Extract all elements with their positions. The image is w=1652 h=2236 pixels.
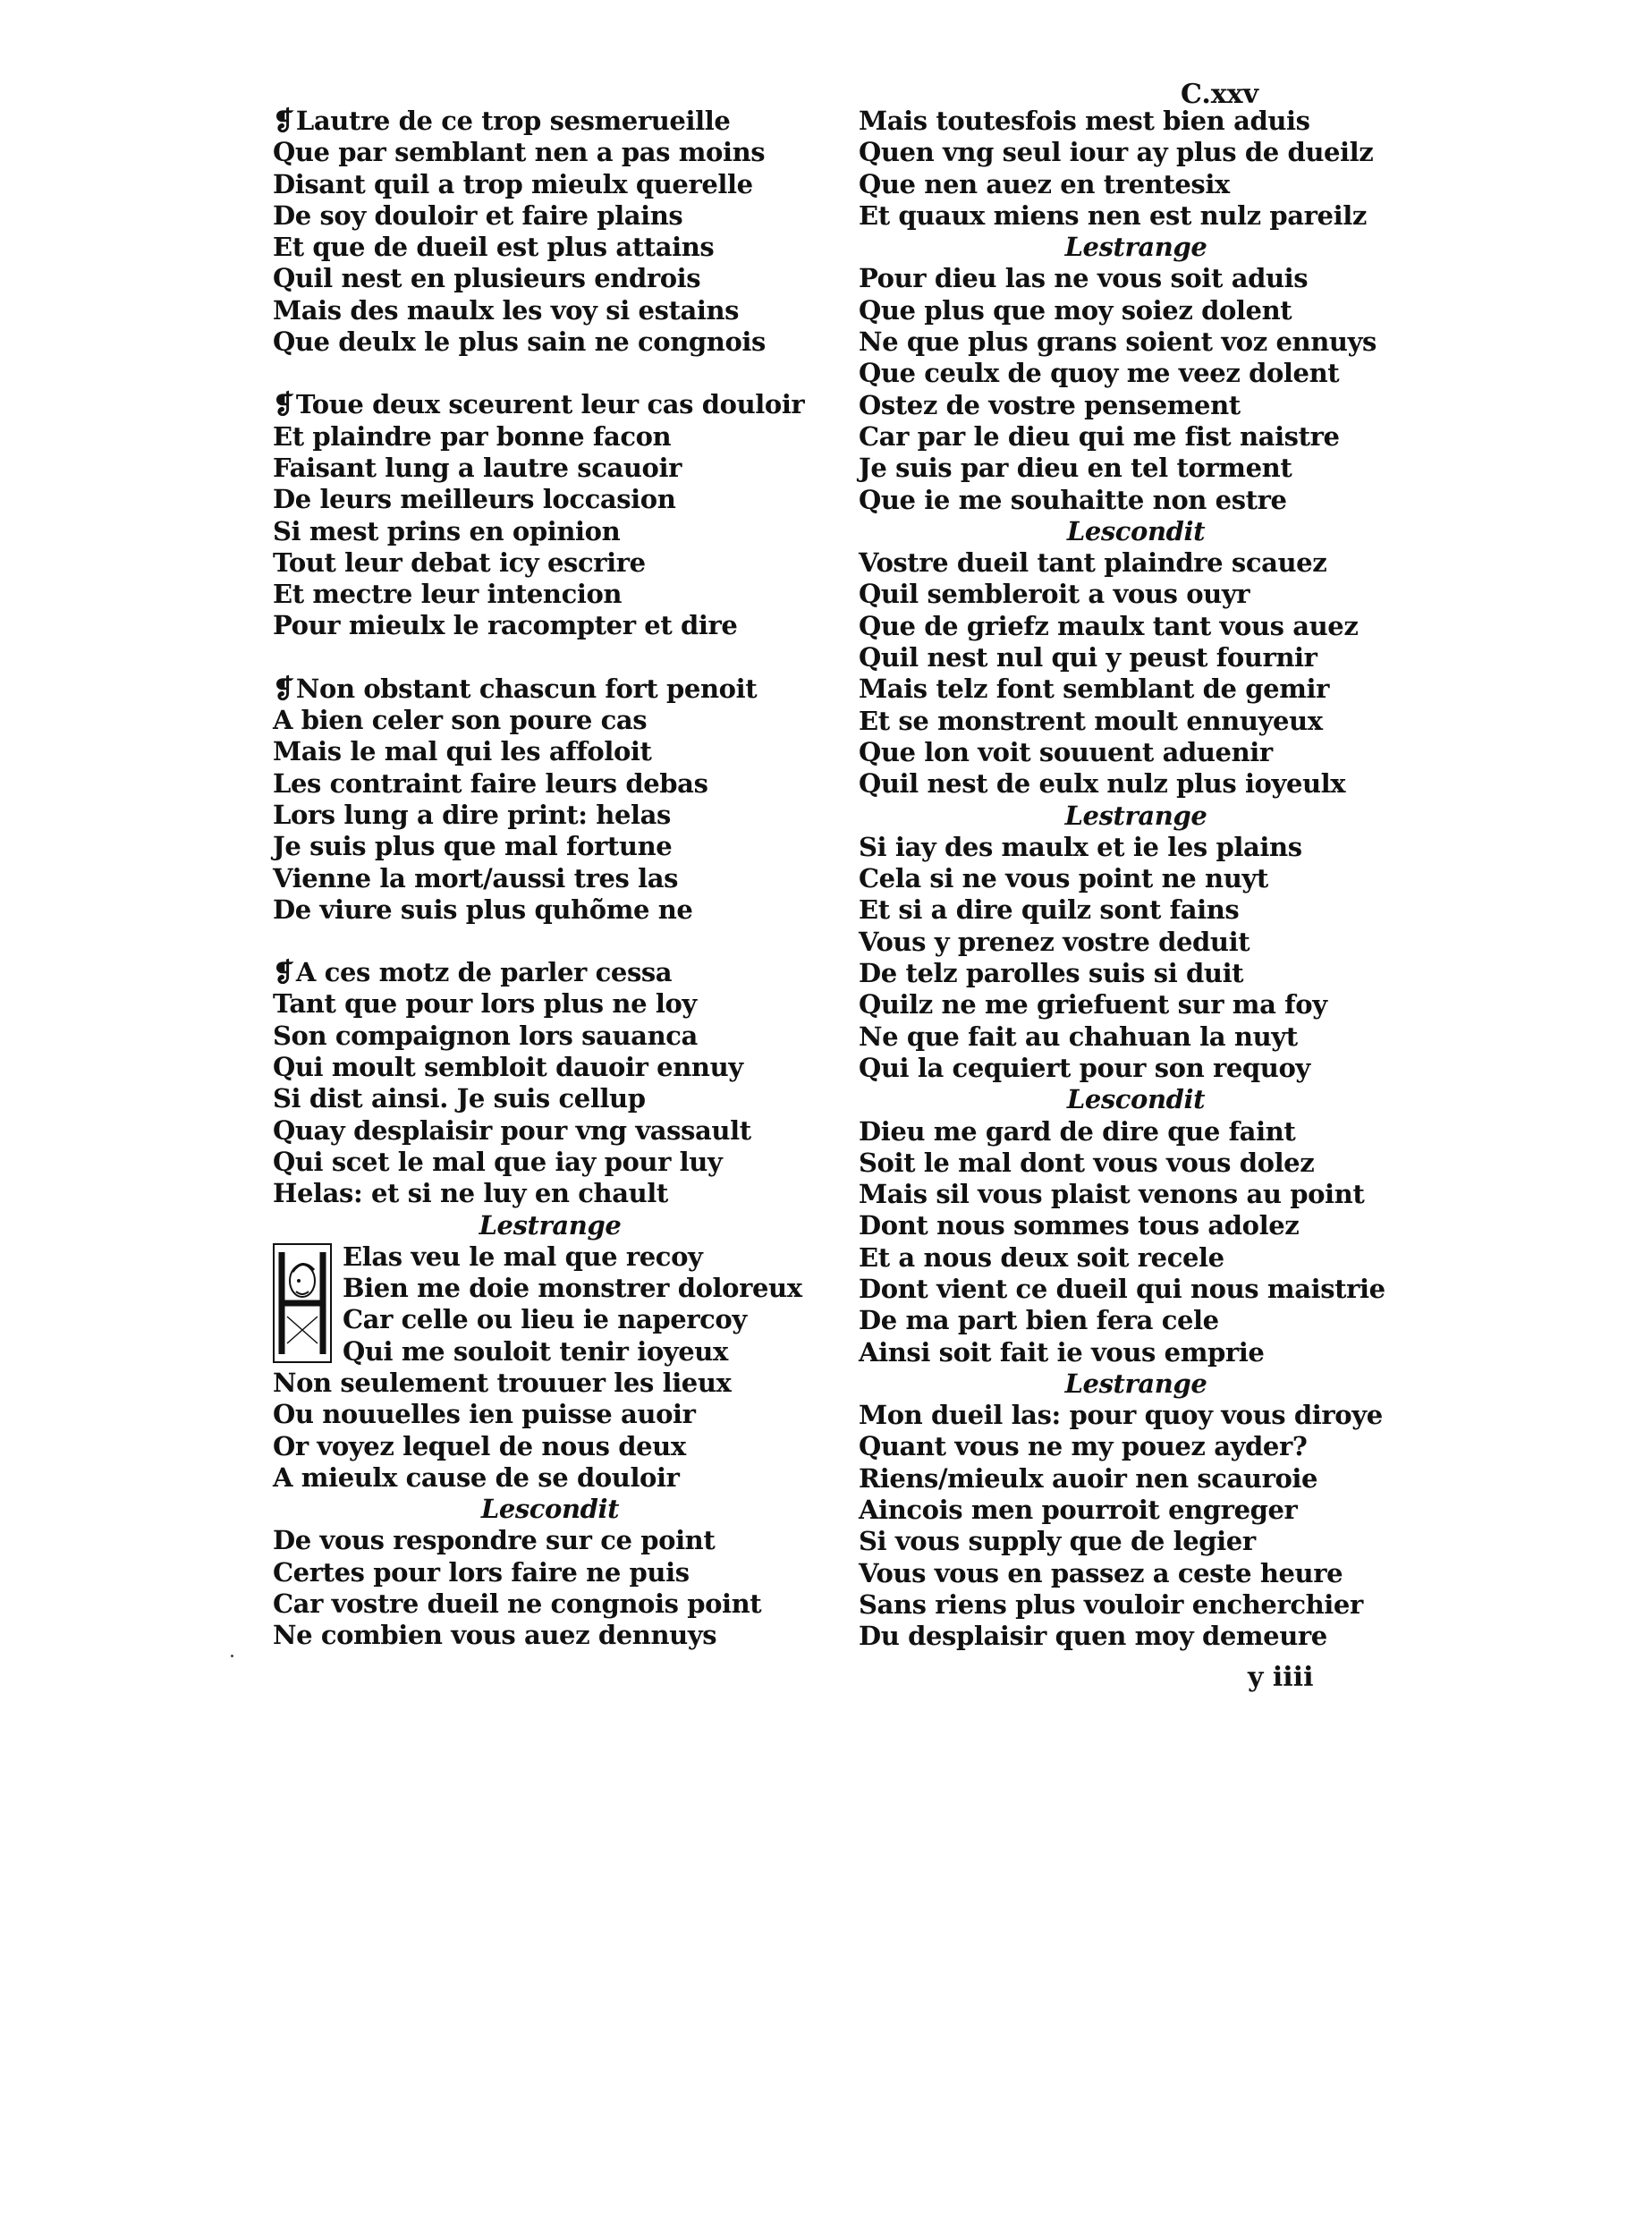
- verse-line: Helas: et si ne luy en chault: [273, 1178, 668, 1209]
- verse-line: Vostre dueil tant plaindre scauez: [859, 547, 1327, 579]
- verse-line: Quant vous ne my pouez ayder?: [859, 1431, 1308, 1462]
- speaker-heading: Lescondit: [1066, 1084, 1206, 1115]
- verse-line: Que nen auez en trentesix: [859, 168, 1230, 199]
- verse-line: Mais le mal qui les affoloit: [273, 736, 652, 767]
- verse-line: Aincois men pourroit engreger: [859, 1495, 1298, 1526]
- speaker-heading: Lestrange: [1064, 232, 1207, 263]
- woodcut-initial-h-icon: [273, 1243, 332, 1363]
- verse-line: Quil nest de eulx nulz plus ioyeulx: [859, 768, 1346, 800]
- signature-mark: y iiii: [1248, 1662, 1314, 1693]
- verse-line: Dont vient ce dueil qui nous maistrie: [859, 1273, 1385, 1304]
- verse-line: Si mest prins en opinion: [273, 515, 621, 546]
- pilcrow-icon: ❡: [273, 389, 294, 420]
- verse-line: A bien celer son poure cas: [273, 705, 648, 736]
- verse-line: ❡Non obstant chascun fort penoit: [273, 673, 758, 704]
- verse-line: Qui scet le mal que iay pour luy: [273, 1146, 723, 1177]
- verse-line: De vous respondre sur ce point: [273, 1525, 716, 1556]
- verse-line: Car vostre dueil ne congnois point: [273, 1588, 762, 1620]
- verse-line: Sans riens plus vouloir encherchier: [859, 1588, 1363, 1620]
- verse-line: Ne que plus grans soient voz ennuys: [859, 326, 1377, 358]
- verse-line: De ma part bien fera cele: [859, 1305, 1219, 1336]
- verse-line: Or voyez lequel de nous deux: [273, 1430, 686, 1461]
- stanza-gap: [273, 926, 792, 957]
- verse-line: Vous y prenez vostre deduit: [859, 926, 1250, 957]
- verse-line: Les contraint faire leurs debas: [273, 767, 708, 799]
- woodcut-portrait-icon: [275, 1245, 330, 1361]
- stanza-gap: [273, 642, 792, 673]
- verse-line: Et mectre leur intencion: [273, 579, 623, 610]
- pilcrow-icon: ❡: [273, 106, 294, 136]
- verse-line: Non seulement trouuer les lieux: [273, 1367, 732, 1398]
- verse-line: Que deulx le plus sain ne congnois: [273, 326, 766, 358]
- verse-line: Tout leur debat icy escrire: [273, 546, 646, 578]
- left-column: [273, 106, 805, 1652]
- verse-line: Que de griefz maulx tant vous auez: [859, 610, 1359, 641]
- verse-line: Que ceulx de quoy me veez dolent: [859, 358, 1340, 389]
- verse-line: Tant que pour lors plus ne loy: [273, 988, 697, 1020]
- verse-line: Dont nous sommes tous adolez: [859, 1210, 1300, 1241]
- verse-line: Vienne la mort/aussi tres las: [273, 862, 679, 894]
- verse-line: Qui moult sembloit dauoir ennuy: [273, 1052, 743, 1083]
- verse-line: Ne combien vous auez dennuys: [273, 1620, 717, 1651]
- verse-line: Pour mieulx le racompter et dire: [273, 610, 738, 641]
- verse-line: De viure suis plus quhõme ne: [273, 894, 693, 925]
- stanza-gap: [273, 358, 792, 389]
- verse-line: Riens/mieulx auoir nen scauroie: [859, 1462, 1318, 1494]
- running-head: C.xxv: [1181, 79, 1258, 110]
- verse-line: Ainsi soit fait ie vous emprie: [859, 1336, 1265, 1368]
- verse-line: Qui me souloit tenir ioyeux: [343, 1335, 728, 1367]
- verse-line: Je suis plus que mal fortune: [273, 831, 673, 862]
- verse-line: Ou nouuelles ien puisse auoir: [273, 1399, 696, 1430]
- right-column: [859, 106, 1385, 1653]
- verse-line: Mais toutesfois mest bien aduis: [859, 106, 1310, 136]
- speaker-heading: Lescondit: [1066, 515, 1206, 546]
- verse-line: Mais telz font semblant de gemir: [859, 673, 1330, 705]
- verse-line: Faisant lung a lautre scauoir: [273, 452, 682, 483]
- verse-line: Mon dueil las: pour quoy vous diroye: [859, 1400, 1383, 1431]
- pilcrow-icon: ❡: [273, 957, 294, 988]
- verse-line: Certes pour lors faire ne puis: [273, 1556, 690, 1588]
- verse-line: Soit le mal dont vous vous dolez: [859, 1147, 1315, 1178]
- verse-line: Mais des maulx les voy si estains: [273, 294, 740, 326]
- verse-line: Quen vng seul iour ay plus de dueilz: [859, 137, 1374, 168]
- dropcap-block: [273, 1241, 802, 1368]
- verse-line: Et que de dueil est plus attains: [273, 232, 715, 263]
- verse-line: ❡Lautre de ce trop sesmerueille: [273, 106, 731, 136]
- speaker-heading: Lestrange: [1064, 800, 1207, 831]
- verse-line: Car par le dieu qui me fist naistre: [859, 420, 1340, 452]
- verse-line: Que lon voit souuent aduenir: [859, 736, 1273, 767]
- verse-line: Quil nest nul qui y peust fournir: [859, 642, 1317, 673]
- verse-line: Elas veu le mal que recoy: [343, 1241, 703, 1272]
- stanza-4: [273, 957, 792, 1209]
- stanza-1: [273, 106, 792, 358]
- verse-line: Quilz ne me griefuent sur ma foy: [859, 989, 1327, 1021]
- verse-line: Dieu me gard de dire que faint: [859, 1115, 1296, 1147]
- verse-line: A mieulx cause de se douloir: [273, 1461, 680, 1493]
- verse-line: Qui la cequiert pour son requoy: [859, 1052, 1310, 1083]
- verse-line: Que par semblant nen a pas moins: [273, 137, 766, 168]
- verse-line: Quay desplaisir pour vng vassault: [273, 1114, 751, 1146]
- verse-line: Du desplaisir quen moy demeure: [859, 1621, 1327, 1652]
- verse-line: Lors lung a dire print: helas: [273, 799, 671, 830]
- verse-line: Bien me doie monstrer doloreux: [343, 1273, 802, 1304]
- verse-line: Cela si ne vous point ne nuyt: [859, 863, 1268, 894]
- stanza-3: [273, 673, 792, 926]
- verse-line: Si dist ainsi. Je suis cellup: [273, 1083, 646, 1114]
- speaker-heading: Lescondit: [480, 1494, 620, 1525]
- pilcrow-icon: ❡: [273, 673, 294, 704]
- verse-line: ❡A ces motz de parler cessa: [273, 957, 673, 988]
- verse-line: Mais sil vous plaist venons au point: [859, 1179, 1365, 1210]
- stanza-2: [273, 389, 805, 641]
- speaker-heading: Lestrange: [1064, 1368, 1207, 1399]
- verse-line: Et si a dire quilz sont fains: [859, 894, 1240, 926]
- verse-line: Quil nest en plusieurs endrois: [273, 263, 701, 294]
- verse-line: Ne que fait au chahuan la nuyt: [859, 1021, 1298, 1052]
- verse-line: De telz parolles suis si duit: [859, 958, 1244, 989]
- ink-speck: [231, 1655, 233, 1657]
- verse-line: Son compaignon lors sauanca: [273, 1020, 698, 1051]
- verse-line: Et plaindre par bonne facon: [273, 420, 672, 452]
- verse-line: Ostez de vostre pensement: [859, 389, 1241, 420]
- verse-line: Que plus que moy soiez dolent: [859, 294, 1292, 326]
- verse-line: De soy douloir et faire plains: [273, 199, 683, 231]
- verse-line: Et se monstrent moult ennuyeux: [859, 705, 1323, 736]
- verse-line: Et a nous deux soit recele: [859, 1241, 1224, 1273]
- verse-line: Quil sembleroit a vous ouyr: [859, 579, 1250, 610]
- verse-line: Vous vous en passez a ceste heure: [859, 1557, 1343, 1588]
- verse-line: Si vous supply que de legier: [859, 1526, 1256, 1557]
- verse-line: Je suis par dieu en tel torment: [859, 453, 1292, 484]
- verse-line: ❡Toue deux sceurent leur cas douloir: [273, 389, 805, 420]
- verse-line: Disant quil a trop mieulx querelle: [273, 168, 753, 199]
- verse-line: Pour dieu las ne vous soit aduis: [859, 263, 1309, 294]
- verse-line: Que ie me souhaitte non estre: [859, 484, 1287, 515]
- verse-line: Car celle ou lieu ie napercoy: [343, 1304, 747, 1335]
- verse-line: De leurs meilleurs loccasion: [273, 484, 676, 515]
- speaker-heading: Lestrange: [479, 1209, 622, 1241]
- verse-line: Si iay des maulx et ie les plains: [859, 831, 1302, 862]
- verse-line: Et quaux miens nen est nulz pareilz: [859, 199, 1367, 231]
